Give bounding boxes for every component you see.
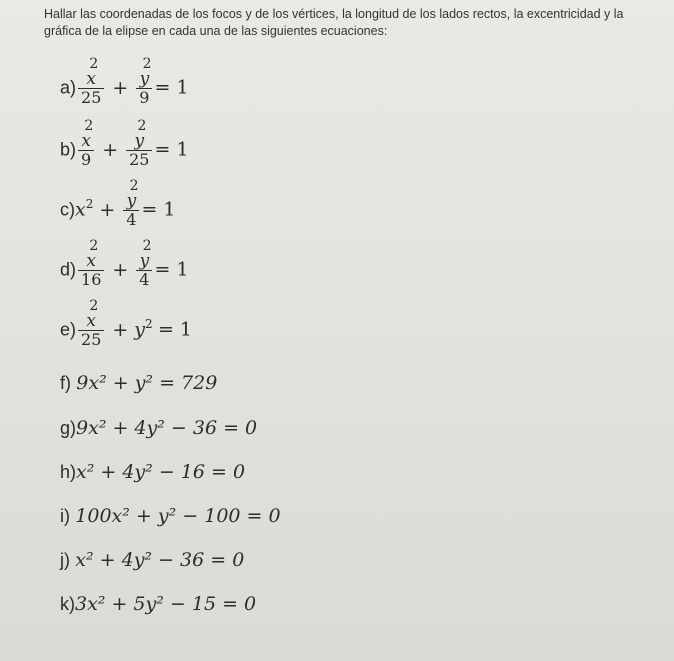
equation-j-text: x² + 4y² − 36 = 0 bbox=[75, 549, 245, 571]
label-d: d) bbox=[60, 259, 77, 280]
equation-f bbox=[60, 372, 217, 395]
fraction-x-e: 2 x 25 bbox=[78, 312, 104, 349]
fraction-y-a: 2 y 9 bbox=[136, 70, 152, 107]
label-j: j) bbox=[60, 550, 70, 570]
equation-e: e) 2 x 25 + $y^2 = 1$ bbox=[60, 298, 193, 349]
equation-i bbox=[60, 505, 281, 528]
label-g: g) bbox=[60, 418, 77, 438]
label-h: h) bbox=[60, 462, 77, 482]
equation-j bbox=[60, 549, 244, 572]
equation-a: a) 2 x 25 + 2 y 9 = 1 bbox=[60, 56, 189, 107]
equation-g-text: 9x² + 4y² − 36 = 0 bbox=[76, 417, 258, 439]
equation-f-text: 9x² + y² = 729 bbox=[76, 372, 218, 394]
fraction-y-d: 2 y 4 bbox=[136, 252, 152, 289]
label-e: e) bbox=[60, 319, 77, 340]
fraction-x-b: 2 x 9 bbox=[78, 132, 94, 169]
label-c: c) bbox=[60, 199, 75, 220]
equation-g bbox=[60, 417, 257, 440]
label-i: i) bbox=[60, 506, 70, 526]
fraction-y-b: 2 y 25 bbox=[126, 132, 152, 169]
equation-h bbox=[60, 461, 245, 484]
equation-c: $c)x^2$ + 2 y 4 = 1 bbox=[60, 178, 176, 229]
instructions-text: Hallar las coordenadas de los focos y de los vértices, la longitud de los lados rectos, la excentricidad y la gráfica de la elipse en cada una de las siguientes ecuaciones: bbox=[44, 7, 624, 38]
fraction-y-c: 2 y 4 bbox=[123, 192, 139, 229]
fraction-x-a: 2 x 25 bbox=[78, 70, 104, 107]
equation-h-text: x² + 4y² − 16 = 0 bbox=[76, 461, 246, 483]
equation-b: b) 2 x 9 + 2 y 25 = 1 bbox=[60, 118, 189, 169]
label-b: b) bbox=[60, 139, 77, 160]
equation-k bbox=[60, 593, 256, 616]
equation-k-text: 3x² + 5y² − 15 = 0 bbox=[75, 593, 257, 615]
label-f: f) bbox=[60, 373, 71, 393]
equation-i-text: 100x² + y² − 100 = 0 bbox=[75, 505, 281, 527]
label-k: k) bbox=[60, 594, 75, 614]
equation-d: d) 2 x 16 + 2 y 4 = 1 bbox=[60, 238, 189, 289]
label-a: a) bbox=[60, 77, 77, 98]
fraction-x-d: 2 x 16 bbox=[78, 252, 104, 289]
